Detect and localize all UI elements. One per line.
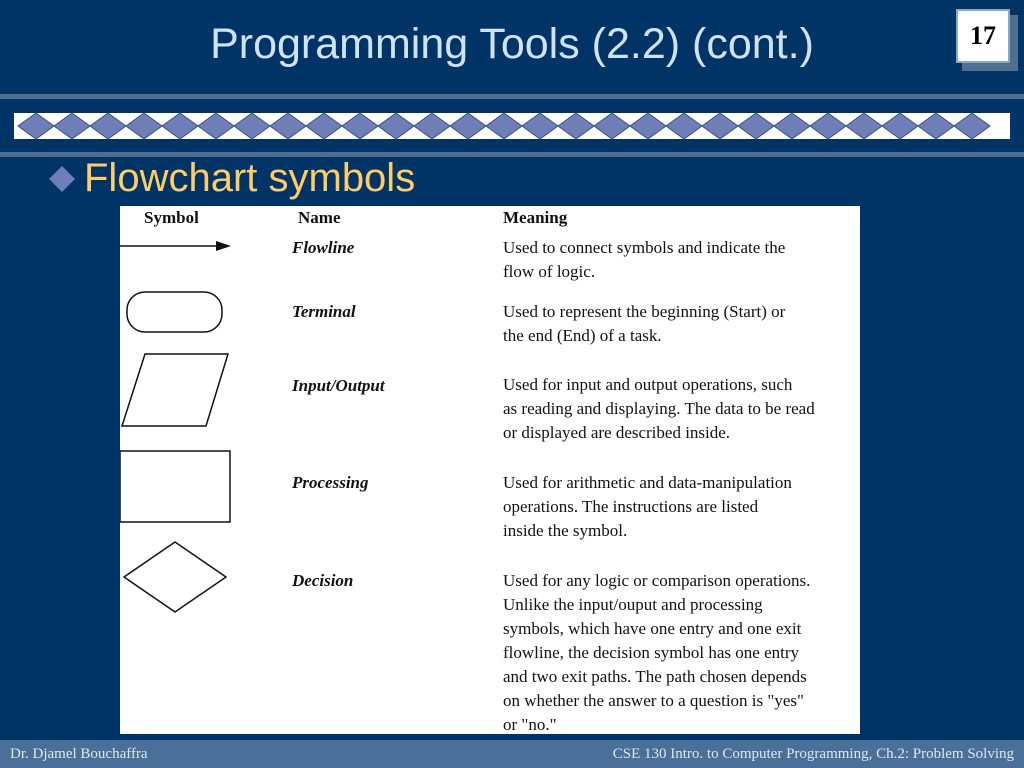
- bullet-item: [48, 156, 415, 201]
- processing-rectangle-icon: [120, 451, 230, 522]
- row-meaning-flowline: Used to connect symbols and indicate the flow of logic.: [503, 238, 786, 281]
- bullet-text: Flowchart symbols: [84, 156, 416, 200]
- row-name-terminal: Terminal: [292, 302, 356, 321]
- header-symbol: Symbol: [144, 208, 199, 227]
- slide-title: Programming Tools (2.2) (cont.): [210, 20, 814, 68]
- header-name: Name: [298, 208, 341, 227]
- row-meaning-processing: Used for arithmetic and data-manipulation operations. The instructions are listed inside the symbol.: [503, 473, 792, 540]
- header-meaning: Meaning: [503, 208, 568, 227]
- terminal-rounded-rect-icon: [127, 292, 222, 332]
- row-name-processing: Processing: [292, 473, 369, 492]
- row-name-flowline: Flowline: [292, 238, 355, 257]
- flowchart-symbols-table: [120, 206, 860, 734]
- bullet-diamond-icon: [48, 159, 76, 199]
- row-meaning-decision: Used for any logic or comparison operations. Unlike the input/ouput and processing symbols, which have one entry and one exit flowline, the decision symbol has one entry and two exit paths. The path chosen depends on whether the answer to a question is "yes" or "no.": [503, 571, 811, 734]
- page-number: 17: [956, 9, 1010, 63]
- page-number-badge: [956, 9, 1018, 71]
- decision-diamond-icon: [124, 542, 226, 612]
- diamond-chain-decoration: [0, 111, 1024, 141]
- row-name-input-output: Input/Output: [292, 376, 385, 395]
- footer-course: CSE 130 Intro. to Computer Programming, Ch.2: Problem Solving: [612, 746, 1014, 762]
- input-output-parallelogram-icon: [122, 354, 228, 426]
- divider-top: [0, 94, 1024, 99]
- flowline-arrow-icon: [120, 241, 231, 251]
- footer-bar: [0, 740, 1024, 768]
- row-meaning-terminal: Used to represent the beginning (Start) or the end (End) of a task.: [503, 302, 786, 345]
- row-meaning-input-output: Used for input and output operations, such as reading and displaying. The data to be read or displayed are described inside.: [503, 375, 815, 442]
- row-name-decision: Decision: [292, 571, 354, 590]
- footer-author: Dr. Djamel Bouchaffra: [10, 746, 148, 762]
